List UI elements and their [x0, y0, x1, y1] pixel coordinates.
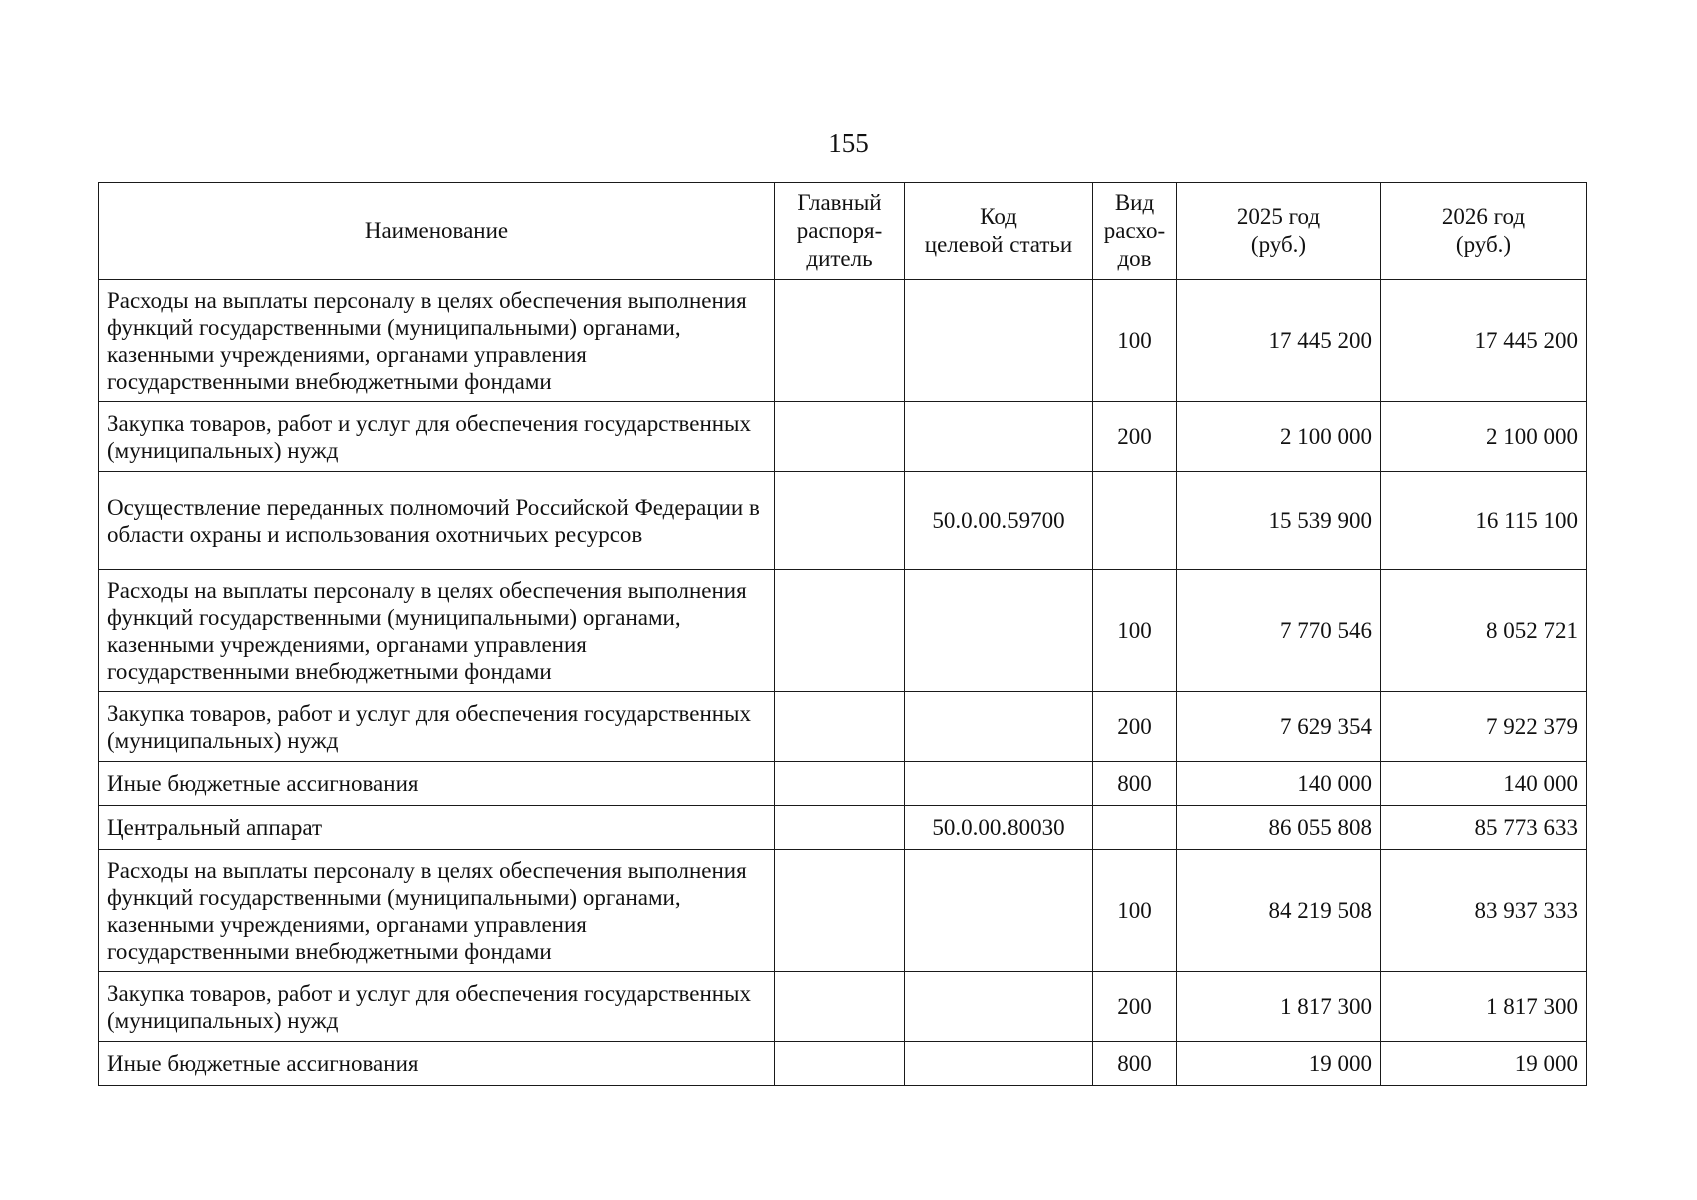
- header-manager: Главный распоря- дитель: [775, 183, 905, 280]
- row-kind: [1093, 472, 1177, 570]
- row-2026: 8 052 721: [1381, 570, 1587, 692]
- table-row: [99, 692, 1587, 762]
- row-kind: 800: [1093, 762, 1177, 806]
- row-2026: 1 817 300: [1381, 972, 1587, 1042]
- row-manager: [775, 570, 905, 692]
- row-kind: 100: [1093, 280, 1177, 402]
- header-kind: Вид расхо- дов: [1093, 183, 1177, 280]
- row-2025: 86 055 808: [1177, 806, 1381, 850]
- row-manager: [775, 472, 905, 570]
- row-code: [905, 692, 1093, 762]
- row-kind: 200: [1093, 692, 1177, 762]
- row-kind: [1093, 806, 1177, 850]
- row-name: Закупка товаров, работ и услуг для обеспечения государственных (муниципальных) нужд: [99, 402, 775, 472]
- table-body: [99, 280, 1587, 1086]
- row-name: Закупка товаров, работ и услуг для обеспечения государственных (муниципальных) нужд: [99, 972, 775, 1042]
- row-2025: 1 817 300: [1177, 972, 1381, 1042]
- table-row: [99, 280, 1587, 402]
- row-kind: 100: [1093, 570, 1177, 692]
- header-code: Код целевой статьи: [905, 183, 1093, 280]
- row-2026: 19 000: [1381, 1042, 1587, 1086]
- table-row: [99, 762, 1587, 806]
- row-name: Иные бюджетные ассигнования: [99, 1042, 775, 1086]
- table-row: [99, 850, 1587, 972]
- row-2025: 19 000: [1177, 1042, 1381, 1086]
- header-2025: 2025 год (руб.): [1177, 183, 1381, 280]
- row-name: Расходы на выплаты персоналу в целях обеспечения выполнения функций государственными (муниципальными) органами, казенными учреждениями, органами управления государственными внебюджетными фондами: [99, 280, 775, 402]
- row-name: Иные бюджетные ассигнования: [99, 762, 775, 806]
- row-2026: 140 000: [1381, 762, 1587, 806]
- header-name-label: Наименование: [364, 218, 509, 243]
- row-2025: 17 445 200: [1177, 280, 1381, 402]
- row-manager: [775, 850, 905, 972]
- row-code: [905, 570, 1093, 692]
- row-2026: 16 115 100: [1381, 472, 1587, 570]
- row-code: [905, 1042, 1093, 1086]
- row-manager: [775, 762, 905, 806]
- row-name: Расходы на выплаты персоналу в целях обеспечения выполнения функций государственными (муниципальными) органами, казенными учреждениями, органами управления государственными внебюджетными фондами: [99, 570, 775, 692]
- row-2026: 85 773 633: [1381, 806, 1587, 850]
- row-manager: [775, 280, 905, 402]
- table-row: [99, 806, 1587, 850]
- row-manager: [775, 806, 905, 850]
- row-2026: 2 100 000: [1381, 402, 1587, 472]
- header-name: [99, 183, 775, 280]
- row-kind: 800: [1093, 1042, 1177, 1086]
- row-code: [905, 850, 1093, 972]
- row-kind: 100: [1093, 850, 1177, 972]
- row-code: [905, 762, 1093, 806]
- row-name: Закупка товаров, работ и услуг для обеспечения государственных (муниципальных) нужд: [99, 692, 775, 762]
- row-2025: 7 770 546: [1177, 570, 1381, 692]
- row-2025: 15 539 900: [1177, 472, 1381, 570]
- row-name: Осуществление переданных полномочий Российской Федерации в области охраны и использования охотничьих ресурсов: [99, 472, 775, 570]
- row-2025: 140 000: [1177, 762, 1381, 806]
- row-2026: 7 922 379: [1381, 692, 1587, 762]
- row-2026: 17 445 200: [1381, 280, 1587, 402]
- row-code: 50.0.00.80030: [905, 806, 1093, 850]
- table-row: [99, 472, 1587, 570]
- page-number: 155: [828, 128, 869, 158]
- row-manager: [775, 1042, 905, 1086]
- row-2025: 2 100 000: [1177, 402, 1381, 472]
- row-2026: 83 937 333: [1381, 850, 1587, 972]
- budget-table: [98, 182, 1587, 1086]
- table-row: [99, 570, 1587, 692]
- row-kind: 200: [1093, 972, 1177, 1042]
- header-2026: 2026 год (руб.): [1381, 183, 1587, 280]
- row-manager: [775, 402, 905, 472]
- row-code: [905, 280, 1093, 402]
- table-row: [99, 1042, 1587, 1086]
- row-manager: [775, 972, 905, 1042]
- table-row: [99, 972, 1587, 1042]
- table-row: [99, 402, 1587, 472]
- row-code: [905, 402, 1093, 472]
- row-code: 50.0.00.59700: [905, 472, 1093, 570]
- row-2025: 84 219 508: [1177, 850, 1381, 972]
- row-kind: 200: [1093, 402, 1177, 472]
- row-2025: 7 629 354: [1177, 692, 1381, 762]
- table-header-row: [99, 183, 1587, 280]
- row-code: [905, 972, 1093, 1042]
- row-name: Центральный аппарат: [99, 806, 775, 850]
- row-name: Расходы на выплаты персоналу в целях обеспечения выполнения функций государственными (муниципальными) органами, казенными учреждениями, органами управления государственными внебюджетными фондами: [99, 850, 775, 972]
- row-manager: [775, 692, 905, 762]
